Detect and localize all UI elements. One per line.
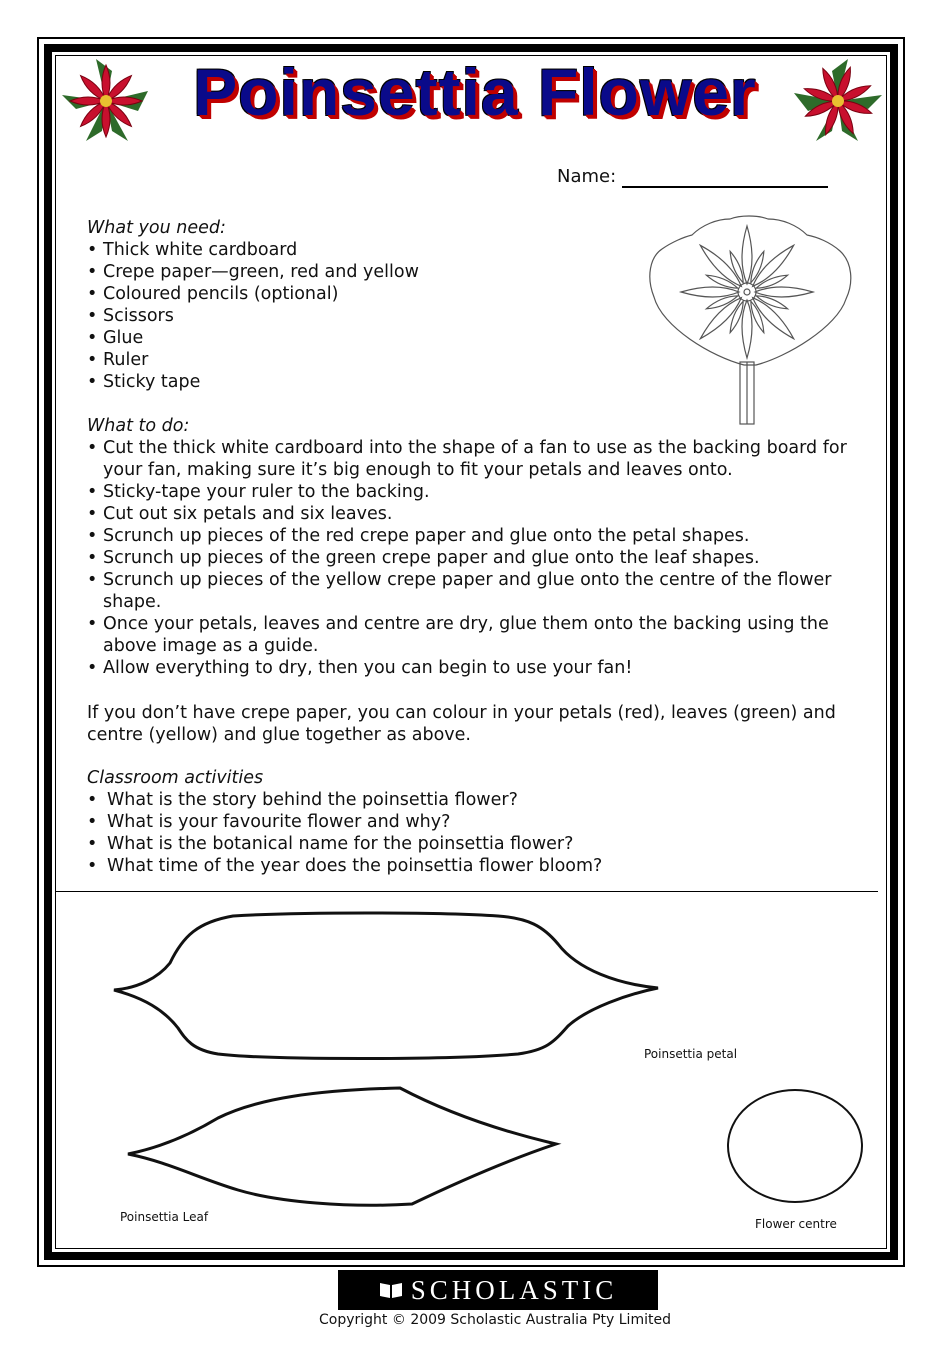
list-item: • Coloured pencils (optional) <box>87 283 607 305</box>
page-title: Poinsettia Flower <box>193 55 757 129</box>
classroom-section <box>87 767 847 877</box>
name-field[interactable] <box>622 186 828 188</box>
list-item: • Allow everything to dry, then you can begin to use your fan! <box>87 657 872 679</box>
list-item: • What is the story behind the poinsettia flower? <box>87 789 847 811</box>
poinsettia-right-icon <box>792 58 884 144</box>
list-item: • Scrunch up pieces of the green crepe paper and glue onto the leaf shapes. <box>87 547 872 569</box>
list-item: • Sticky-tape your ruler to the backing. <box>87 481 872 503</box>
centre-caption: Flower centre <box>755 1217 837 1231</box>
book-icon <box>379 1275 403 1306</box>
materials-list <box>87 239 607 393</box>
petal-caption: Poinsettia petal <box>644 1047 738 1061</box>
fan-illustration <box>632 207 868 429</box>
list-item: • What is your favourite flower and why? <box>87 811 847 833</box>
leaf-template <box>118 1078 568 1216</box>
note-paragraph: If you don’t have crepe paper, you can colour in your petals (red), leaves (green) and centre (yellow) and glue together as above. <box>87 703 836 745</box>
list-item: • Scrunch up pieces of the red crepe paper and glue onto the petal shapes. <box>87 525 872 547</box>
list-item: • Crepe paper—green, red and yellow <box>87 261 607 283</box>
list-item: • Once your petals, leaves and centre are dry, glue them onto the backing using the above image as a guide. <box>87 613 872 657</box>
list-item: • Glue <box>87 327 607 349</box>
list-item: • Scissors <box>87 305 607 327</box>
list-item: • What time of the year does the poinsettia flower bloom? <box>87 855 847 877</box>
what-you-need-heading: What you need: <box>87 218 226 238</box>
what-to-do-section <box>87 415 872 679</box>
list-item: • Cut out six petals and six leaves. <box>87 503 872 525</box>
classroom-heading: Classroom activities <box>87 768 264 788</box>
copyright-text: Copyright © 2009 Scholastic Australia Pty Limited <box>319 1312 671 1328</box>
what-to-do-heading: What to do: <box>87 416 190 436</box>
poinsettia-left-icon <box>60 58 152 144</box>
section-divider <box>55 891 878 892</box>
list-item: • What is the botanical name for the poinsettia flower? <box>87 833 847 855</box>
petal-template <box>98 908 664 1088</box>
name-label: Name: <box>557 166 617 187</box>
publisher-logo <box>338 1270 658 1310</box>
centre-template <box>724 1088 866 1212</box>
list-item: • Ruler <box>87 349 607 371</box>
list-item: • Thick white cardboard <box>87 239 607 261</box>
leaf-caption: Poinsettia Leaf <box>120 1210 209 1224</box>
list-item: • Scrunch up pieces of the yellow crepe paper and glue onto the centre of the flower shape. <box>87 569 872 613</box>
list-item: • Cut the thick white cardboard into the shape of a fan to use as the backing board for your fan, making sure it’s big enough to fit your petals and leaves onto. <box>87 437 872 481</box>
activities-list <box>87 789 847 877</box>
steps-list <box>87 437 872 679</box>
list-item: • Sticky tape <box>87 371 607 393</box>
logo-text: SCHOLASTIC <box>410 1274 618 1305</box>
what-you-need-section <box>87 217 607 393</box>
